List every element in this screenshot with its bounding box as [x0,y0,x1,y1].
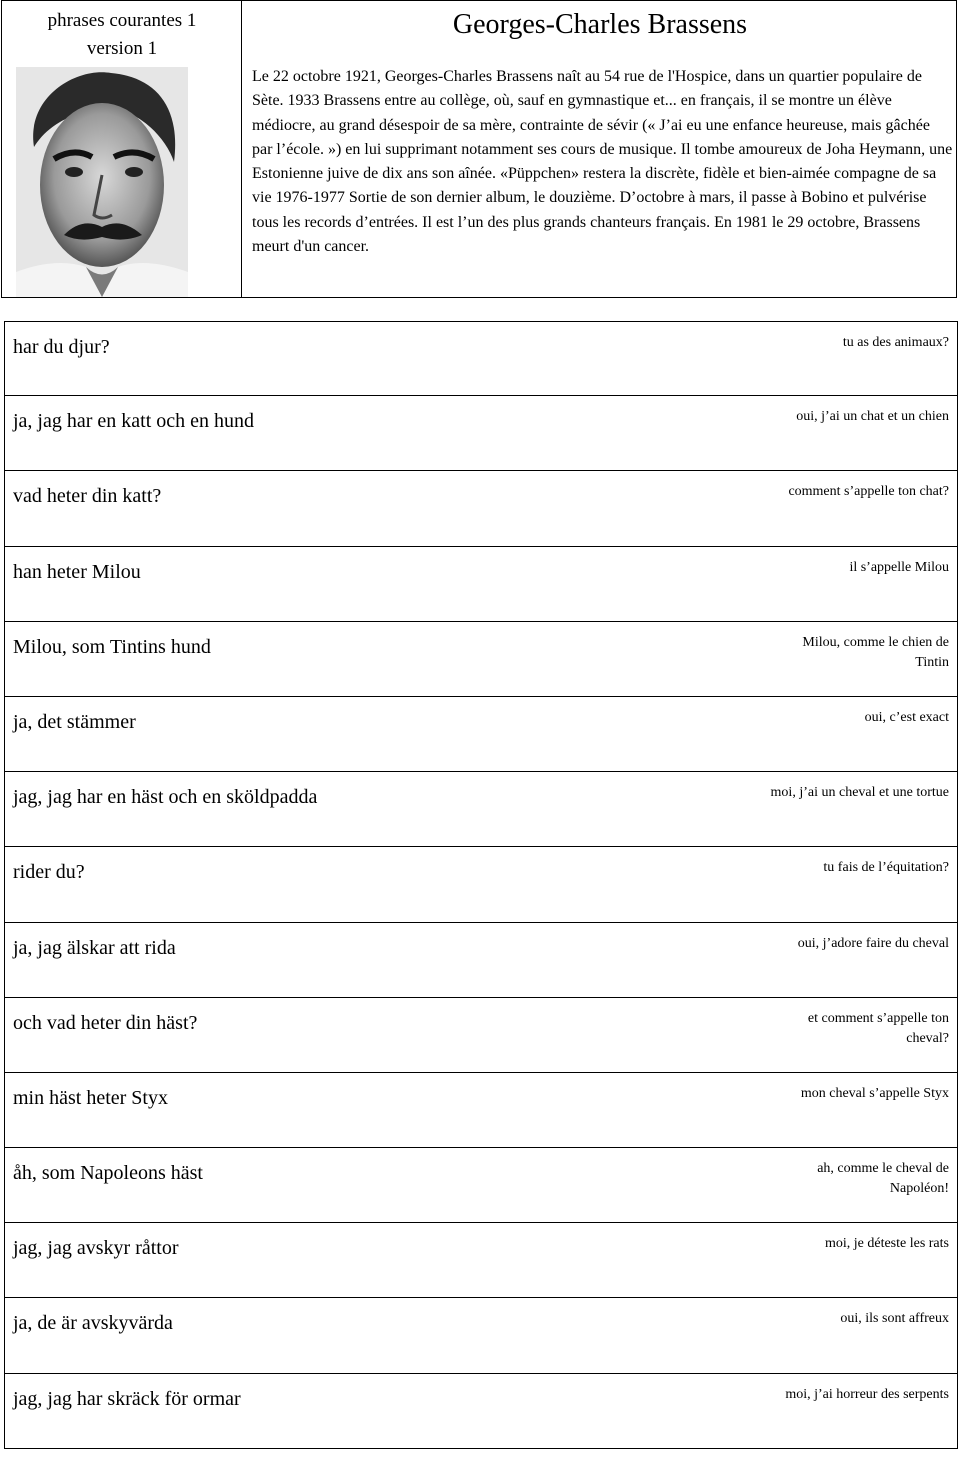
french-phrase: oui, ils sont affreux [840,1311,949,1327]
phrase-row [4,923,958,998]
phrase-row [4,772,958,847]
section-title-line2: version 1 [86,38,158,59]
swedish-phrase: ja, de är avskyvärda [13,1312,173,1335]
swedish-phrase: åh, som Napoleons häst [13,1162,203,1185]
header-left-cell [2,1,242,297]
swedish-phrase: min häst heter Styx [13,1086,168,1109]
section-title [2,7,242,63]
swedish-phrase: ja, det stämmer [13,710,136,733]
phrase-row [4,847,958,922]
french-phrase: comment s’appelle ton chat? [788,484,949,500]
french-phrase: mon cheval s’appelle Styx [800,1085,949,1101]
phrase-row [4,1374,958,1449]
swedish-phrase: rider du? [13,861,85,884]
french-phrase: oui, c’est exact [864,709,949,725]
swedish-phrase: ja, jag har en katt och en hund [13,410,255,433]
swedish-phrase: Milou, som Tintins hund [13,635,211,658]
french-phrase: oui, j’ai un chat et un chien [796,409,949,425]
swedish-phrase: och vad heter din häst? [13,1011,198,1034]
phrase-row [4,471,958,546]
french-phrase: et comment s’appelle ton cheval? [807,1010,949,1046]
french-phrase: Milou, comme le chien de Tintin [802,634,949,670]
french-phrase: ah, comme le cheval de Napoléon! [817,1161,949,1197]
phrase-row [4,1073,958,1148]
swedish-phrase: jag, jag har en häst och en sköldpadda [13,786,318,809]
portrait-photo [16,67,188,297]
swedish-phrase: jag, jag avskyr råttor [13,1237,179,1260]
swedish-phrase: han heter Milou [13,560,141,583]
phrase-row [4,1148,958,1223]
phrase-table [4,321,958,1449]
bio-text: Le 22 octobre 1921, Georges-Charles Brassens naît au 54 rue de l'Hospice, dans un quartier populaire de Sète. 1933 Brassens entre au collège, où, sauf en gymnastique et... en français, il se montre un élève médiocre, au grand désespoir de sa mère, contrainte de sévir (« J’ai eu une enfance heureuse, mais gâchée par l’école. ») en lui supprimant notamment ses cours de musique. Il tombe amoureux de Joha Heymann, une Estonienne juive de dix ans son aînée. «Püppchen» restera la discrète, fidèle et bien-aimée compagne de sa vie 1976-1977 Sortie de son dernier album, le douzième. D’octobre à mars, il passe à Bobino et pulvérise tous les records d’entrées. Il est l’un des plus grands chanteurs français. En 1981 le 29 octobre, Brassens meurt d'un cancer. [252,68,953,256]
swedish-phrase: jag, jag har skräck för ormar [13,1387,241,1410]
phrase-row [4,1223,958,1298]
french-phrase: il s’appelle Milou [849,559,949,575]
bio-title: Georges-Charles Brassens [452,9,748,40]
swedish-phrase: har du djur? [13,336,110,358]
section-title-line1: phrases courantes 1 [47,10,197,31]
header-block [1,0,957,298]
french-phrase: oui, j’adore faire du cheval [797,935,949,951]
phrase-row [4,622,958,697]
phrase-row [4,697,958,772]
french-phrase: moi, j’ai horreur des serpents [785,1386,949,1402]
french-phrase: moi, j’ai un cheval et une tortue [770,785,949,801]
phrase-row [4,547,958,622]
swedish-phrase: ja, jag älskar att rida [13,936,176,959]
phrase-row [4,321,958,396]
french-phrase: tu fais de l’équitation? [823,860,949,876]
phrase-row [4,998,958,1073]
french-phrase: moi, je déteste les rats [824,1236,949,1252]
phrase-row [4,396,958,471]
french-phrase: tu as des animaux? [842,335,949,350]
phrase-row [4,1298,958,1373]
swedish-phrase: vad heter din katt? [13,485,162,508]
